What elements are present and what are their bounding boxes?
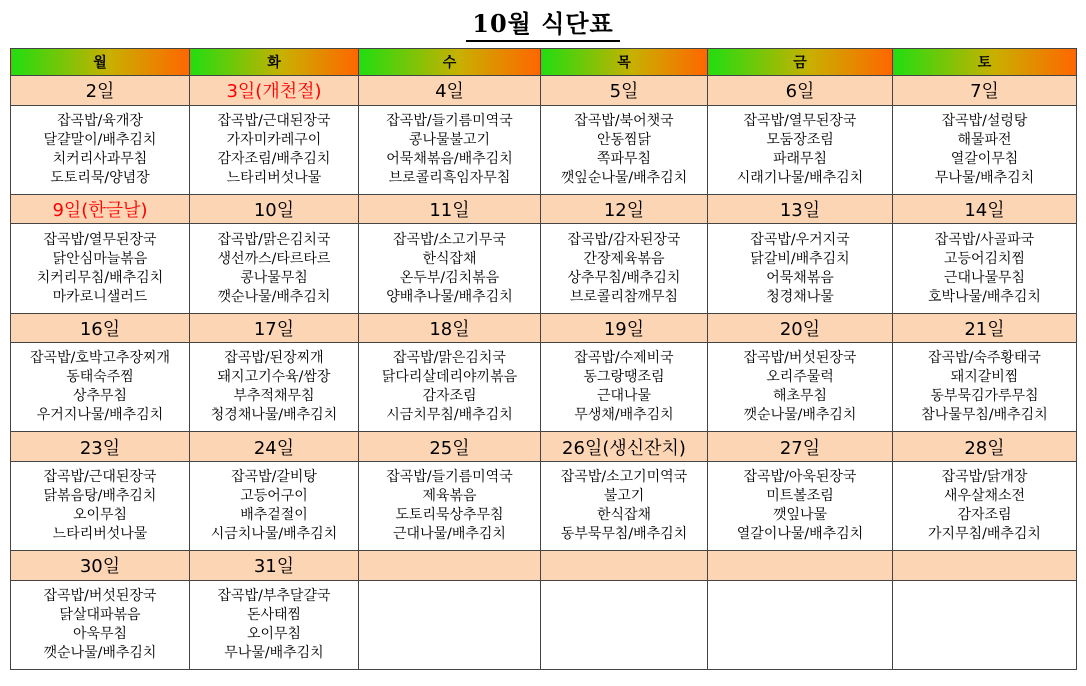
meal-item: 잡곡밥/숙주황태국 [928,350,1041,367]
meal-item: 열갈이나물/배추김치 [736,526,864,543]
day-date: 31일 [190,551,359,581]
meal-item: 무나물/배추김치 [224,644,324,661]
meal-item: 잡곡밥/들기름미역국 [386,469,513,486]
meal-item: 청경채나물 [766,288,834,305]
meal-item: 어묵채볶음 [766,269,834,286]
date-row [11,551,1077,581]
day-meals [11,462,190,551]
meal-item: 치커리무침/배추김치 [36,269,164,286]
day-meals [190,105,359,194]
weekday-header-row [11,49,1077,76]
meal-item: 닭다리살데리야끼볶음 [381,369,518,386]
day-meals [893,224,1077,313]
meal-item: 콩나물불고기 [408,131,491,148]
meal-row [11,105,1077,194]
meal-item: 호박나물/배추김치 [928,288,1041,305]
day-meals [708,105,893,194]
meal-item: 간장제육볶음 [583,250,665,267]
day-date: 28일 [893,432,1077,462]
meal-item: 오이무침 [246,625,302,642]
day-date: 30일 [11,551,190,581]
empty-meal-cell [708,580,893,669]
day-date: 10일 [190,194,359,224]
weekday-header: 수 [359,49,541,76]
menu-table [10,48,1077,670]
meal-item: 도토리묵상추무침 [395,507,504,524]
day-date: 7일 [893,76,1077,106]
meal-item: 열갈이무침 [950,150,1019,167]
day-meals [541,224,708,313]
empty-date-cell [359,551,541,581]
day-meals [190,343,359,432]
meal-item: 생선까스/타르타르 [217,250,331,267]
day-date: 2일 [11,76,190,106]
meal-item: 무생채/배추김치 [574,407,674,424]
day-meals [11,343,190,432]
day-date: 12일 [541,194,708,224]
meal-item: 잡곡밥/열무된장국 [743,112,857,129]
day-date: 11일 [359,194,541,224]
meal-item: 잡곡밥/맑은김치국 [217,231,331,248]
empty-date-cell [893,551,1077,581]
meal-row [11,343,1077,432]
meal-item: 한식잡채 [596,507,652,524]
meal-item: 상추무침 [72,388,128,405]
meal-item: 감자조림 [957,507,1012,524]
meal-item: 고등어김치찜 [943,250,1026,267]
meal-item: 치커리사과무침 [52,150,148,167]
date-row [11,313,1077,343]
meal-item: 한식잡채 [422,250,477,267]
meal-item: 잡곡밥/된장찌개 [224,350,324,367]
meal-item: 잡곡밥/갈비탕 [231,469,317,486]
meal-item: 해초무침 [772,388,828,405]
meal-item: 시래기나물/배추김치 [736,169,864,186]
meal-item: 닭살대파볶음 [59,606,141,623]
meal-item: 마카로니샐러드 [52,288,148,305]
day-meals [893,105,1077,194]
meal-item: 우거지나물/배추김치 [36,407,164,424]
day-date: 5일 [541,76,708,106]
day-meals [893,462,1077,551]
day-date: 4일 [359,76,541,106]
day-meals [11,105,190,194]
day-date: 26일(생신잔치) [541,432,708,462]
day-date: 20일 [708,313,893,343]
day-meals [190,580,359,669]
meal-item: 동그랑땡조림 [583,369,665,386]
meal-item: 가자미카레구이 [226,131,322,148]
day-meals [541,343,708,432]
meal-item: 감자조림 [422,388,477,405]
meal-row [11,580,1077,669]
day-meals [708,343,893,432]
meal-item: 잡곡밥/아욱된장국 [743,469,857,486]
day-date: 18일 [359,313,541,343]
meal-item: 해물파전 [957,131,1012,148]
meal-item: 제육볶음 [422,488,477,505]
meal-item: 잡곡밥/육개장 [57,112,143,129]
day-date: 27일 [708,432,893,462]
meal-item: 잡곡밥/우거지국 [750,231,850,248]
day-date: 24일 [190,432,359,462]
meal-item: 잡곡밥/수제비국 [574,350,674,367]
day-meals [893,343,1077,432]
meal-item: 새우살채소전 [943,488,1026,505]
meal-item: 느타리버섯나물 [226,169,322,186]
meal-item: 배추겉절이 [240,507,308,524]
meal-item: 깻잎나물 [772,507,828,524]
meal-item: 근대나물/배추김치 [393,526,506,543]
meal-item: 브로콜리흑임자무침 [388,169,511,186]
meal-item: 모둠장조림 [766,131,834,148]
meal-item: 고등어구이 [240,488,308,505]
meal-item: 근대나물무침 [943,269,1026,286]
day-date: 14일 [893,194,1077,224]
date-row [11,76,1077,106]
meal-item: 잡곡밥/닭개장 [941,469,1028,486]
day-meals [541,105,708,194]
meal-item: 쪽파무침 [596,150,652,167]
meal-item: 잡곡밥/버섯된장국 [43,587,157,604]
meal-item: 잡곡밥/열무된장국 [43,231,157,248]
meal-item: 시금치무침/배추김치 [386,407,513,424]
day-meals [359,224,541,313]
meal-item: 콩나물무침 [240,269,308,286]
menu-body [11,76,1077,670]
meal-item: 아욱무침 [72,625,128,642]
meal-item: 시금치나물/배추김치 [210,526,338,543]
meal-item: 잡곡밥/부추달걀국 [217,587,331,604]
date-row [11,194,1077,224]
meal-item: 닭볶음탕/배추김치 [43,488,157,505]
meal-item: 잡곡밥/소고기미역국 [560,469,688,486]
day-date: 3일(개천절) [190,76,359,106]
meal-item: 동부묵무침/배추김치 [560,526,688,543]
meal-item: 참나물무침/배추김치 [921,407,1048,424]
meal-item: 잡곡밥/맑은김치국 [393,350,506,367]
meal-item: 닭안심마늘볶음 [52,250,148,267]
day-date: 6일 [708,76,893,106]
meal-item: 감자조림/배추김치 [217,150,331,167]
empty-date-cell [541,551,708,581]
meal-item: 돼지고기수육/쌈장 [217,369,331,386]
day-date: 19일 [541,313,708,343]
day-date: 21일 [893,313,1077,343]
meal-item: 동태숙주찜 [66,369,134,386]
day-date: 25일 [359,432,541,462]
meal-item: 달걀말이/배추김치 [43,131,157,148]
meal-item: 불고기 [603,488,645,505]
meal-item: 양배추나물/배추김치 [386,288,513,305]
day-meals [359,105,541,194]
meal-item: 어묵채볶음/배추김치 [386,150,513,167]
meal-item: 부추적채무침 [233,388,315,405]
meal-item: 깻순나물/배추김치 [43,644,157,661]
day-meals [11,580,190,669]
day-date: 16일 [11,313,190,343]
day-meals [541,462,708,551]
meal-item: 잡곡밥/근대된장국 [217,112,331,129]
meal-item: 근대나물 [596,388,652,405]
meal-item: 닭갈비/배추김치 [750,250,850,267]
weekday-header: 월 [11,49,190,76]
meal-item: 온두부/김치볶음 [399,269,500,286]
meal-item: 잡곡밥/사골파국 [934,231,1035,248]
meal-item: 잡곡밥/소고기무국 [393,231,506,248]
meal-item: 돈사태찜 [246,606,302,623]
day-date: 17일 [190,313,359,343]
day-meals [190,462,359,551]
empty-meal-cell [893,580,1077,669]
meal-item: 깻순나물/배추김치 [743,407,857,424]
empty-meal-cell [359,580,541,669]
day-date: 13일 [708,194,893,224]
meal-item: 잡곡밥/호박고추장찌개 [30,350,170,367]
meal-item: 돼지갈비찜 [950,369,1019,386]
meal-item: 잡곡밥/버섯된장국 [743,350,857,367]
meal-item: 가지무침/배추김치 [928,526,1041,543]
meal-item: 도토리묵/양념장 [50,169,150,186]
day-date: 9일(한글날) [11,194,190,224]
meal-item: 잡곡밥/북어챗국 [574,112,674,129]
meal-item: 잡곡밥/설렁탕 [941,112,1028,129]
weekday-header: 목 [541,49,708,76]
meal-item: 오이무침 [72,507,128,524]
day-meals [359,343,541,432]
weekday-header: 금 [708,49,893,76]
meal-item: 파래무침 [772,150,828,167]
meal-item: 상추무침/배추김치 [567,269,681,286]
meal-item: 청경채나물/배추김치 [210,407,338,424]
meal-row [11,462,1077,551]
empty-date-cell [708,551,893,581]
day-date: 23일 [11,432,190,462]
meal-item: 미트볼조림 [766,488,834,505]
day-meals [708,462,893,551]
date-row [11,432,1077,462]
meal-item: 무나물/배추김치 [934,169,1035,186]
meal-item: 깻잎순나물/배추김치 [560,169,688,186]
meal-item: 깻순나물/배추김치 [217,288,331,305]
day-meals [359,462,541,551]
meal-item: 느타리버섯나물 [52,526,148,543]
day-meals [708,224,893,313]
empty-meal-cell [541,580,708,669]
meal-item: 잡곡밥/근대된장국 [43,469,157,486]
meal-item: 잡곡밥/감자된장국 [567,231,681,248]
weekday-header: 화 [190,49,359,76]
day-meals [190,224,359,313]
meal-item: 브로콜리참깨무침 [569,288,679,305]
meal-row [11,224,1077,313]
meal-item: 오리주물럭 [766,369,834,386]
meal-item: 동부묵김가루무침 [930,388,1039,405]
weekday-header: 토 [893,49,1077,76]
day-meals [11,224,190,313]
meal-item: 안동찜닭 [596,131,652,148]
meal-item: 잡곡밥/들기름미역국 [386,112,513,129]
page-title: 10월 식단표 [466,4,620,42]
title-area [0,0,1086,46]
